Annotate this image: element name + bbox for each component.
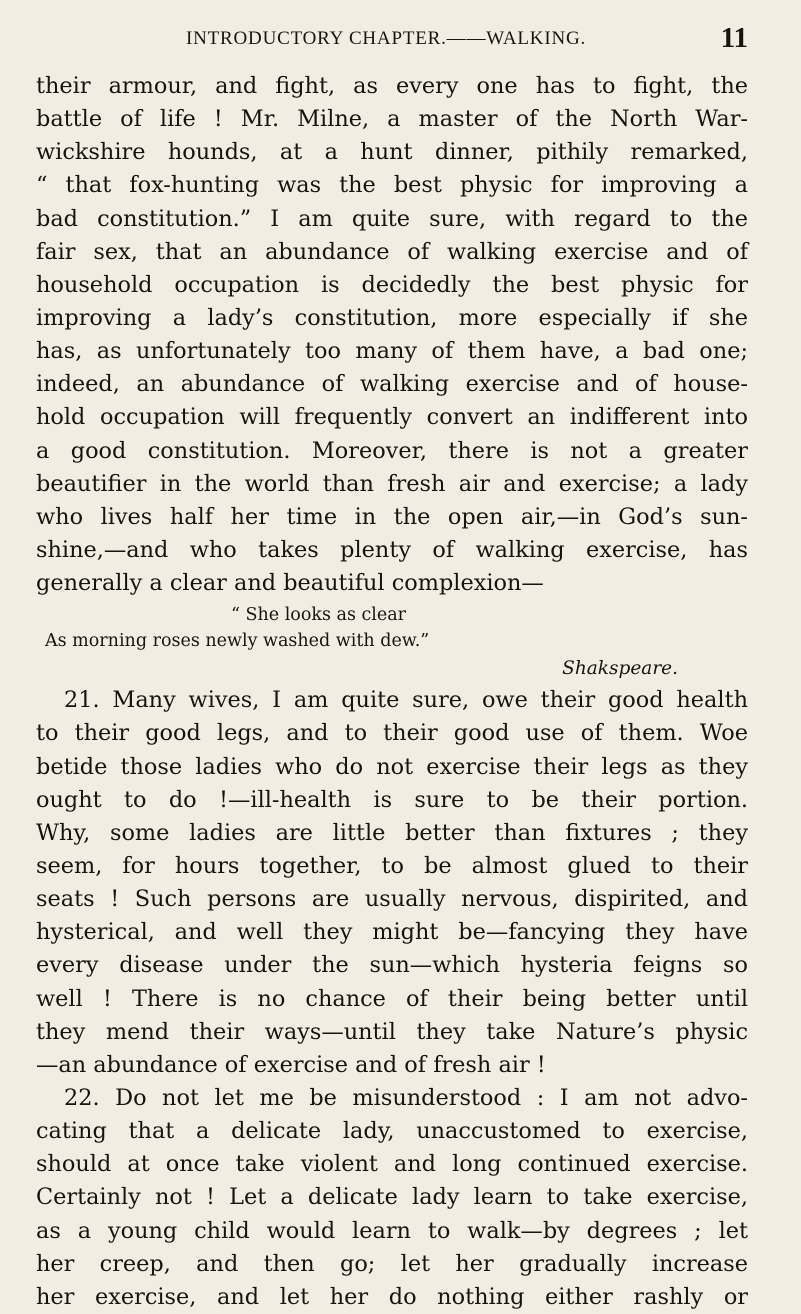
text-line: well ! There is no chance of their being better until bbox=[36, 985, 748, 1012]
text-line: should at once take violent and long continued exercise. bbox=[36, 1151, 748, 1178]
running-head: INTRODUCTORY CHAPTER.——WALKING. bbox=[186, 28, 587, 49]
text-line: as a young child would learn to walk—by degrees ; let bbox=[36, 1217, 748, 1244]
text-line: hold occupation will frequently convert an indifferent into bbox=[36, 404, 748, 431]
text-line: wickshire hounds, at a hunt dinner, pithily remarked, bbox=[36, 139, 748, 166]
text-line: they mend their ways—until they take Nature’s physic bbox=[36, 1018, 748, 1045]
text-line: —an abundance of exercise and of fresh air ! bbox=[36, 1051, 546, 1078]
text-line: Certainly not ! Let a delicate lady learn to take exercise, bbox=[36, 1184, 748, 1211]
text-line: battle of life ! Mr. Milne, a master of the North War- bbox=[36, 106, 748, 133]
text-line: a good constitution. Moreover, there is not a greater bbox=[36, 437, 748, 464]
page-number: 11 bbox=[720, 22, 748, 54]
text-line: ought to do !—ill-health is sure to be their portion. bbox=[36, 786, 748, 813]
text-line: indeed, an abundance of walking exercise and of house- bbox=[36, 371, 748, 398]
text-line: seats ! Such persons are usually nervous, dispirited, and bbox=[36, 886, 748, 913]
quote-attribution: Shakspeare. bbox=[562, 658, 678, 680]
text-line: “ that fox-hunting was the best physic for improving a bbox=[36, 172, 748, 199]
text-line: hysterical, and well they might be—fancying they have bbox=[36, 919, 748, 946]
paragraph-22 bbox=[36, 1082, 748, 1314]
verse-line: As morning roses newly washed with dew.” bbox=[45, 631, 430, 652]
paragraph-21 bbox=[36, 684, 748, 1082]
text-line: seem, for hours together, to be almost glued to their bbox=[36, 852, 748, 879]
text-line: her creep, and then go; let her gradually increase bbox=[36, 1250, 748, 1277]
paragraph-continued bbox=[36, 70, 748, 600]
verse-quote bbox=[36, 602, 748, 684]
text-line: their armour, and fight, as every one has to fight, the bbox=[36, 73, 748, 99]
text-line: improving a lady’s constitution, more especially if she bbox=[36, 304, 748, 331]
verse-line: “ She looks as clear bbox=[231, 605, 407, 626]
text-line: has, as unfortunately too many of them have, a bad one; bbox=[36, 338, 748, 365]
text-line: bad constitution.” I am quite sure, with regard to the bbox=[36, 205, 748, 232]
page-header bbox=[36, 22, 748, 54]
text-line: Why, some ladies are little better than fixtures ; they bbox=[36, 819, 748, 846]
text-line: who lives half her time in the open air,—in God’s sun- bbox=[36, 503, 748, 530]
text-line: generally a clear and beautiful complexion— bbox=[36, 570, 544, 597]
text-line: cating that a delicate lady, unaccustomed to exercise, bbox=[36, 1118, 748, 1145]
text-line: shine,—and who takes plenty of walking exercise, has bbox=[36, 536, 748, 563]
text-line: to their good legs, and to their good use of them. Woe bbox=[36, 720, 748, 747]
text-line: every disease under the sun—which hysteria feigns so bbox=[36, 952, 748, 979]
text-line: 22. Do not let me be misunderstood : I am not advo- bbox=[64, 1084, 748, 1111]
text-line: beautifier in the world than fresh air and exercise; a lady bbox=[36, 470, 748, 497]
text-line: 21. Many wives, I am quite sure, owe their good health bbox=[64, 687, 748, 714]
text-line: fair sex, that an abundance of walking exercise and of bbox=[36, 238, 748, 265]
body-text bbox=[36, 70, 748, 1314]
text-line: her exercise, and let her do nothing either rashly or bbox=[36, 1283, 748, 1310]
text-line: household occupation is decidedly the best physic for bbox=[36, 271, 748, 298]
text-line: betide those ladies who do not exercise their legs as they bbox=[36, 753, 748, 780]
